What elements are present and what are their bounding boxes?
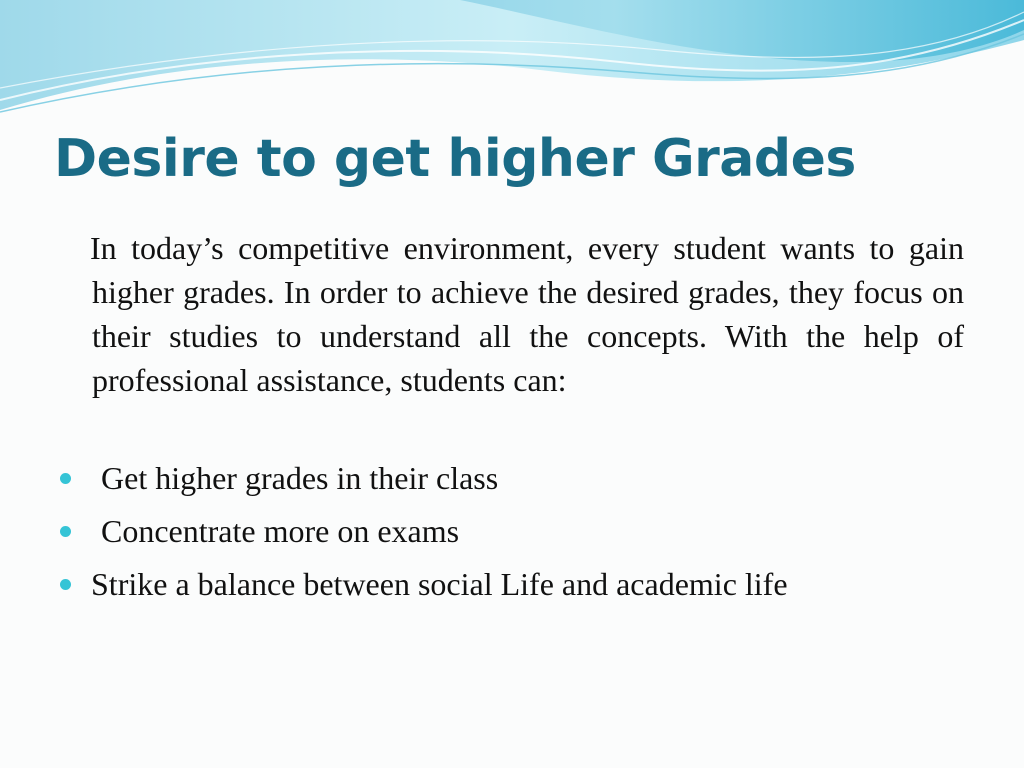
bullet-dot-icon: [60, 473, 71, 484]
bullet-text: Strike a balance between social Life and academic life: [91, 566, 788, 602]
list-item: [60, 452, 1000, 505]
bullet-dot-icon: [60, 526, 71, 537]
bullet-list: [60, 452, 1000, 611]
bullet-dot-icon: [60, 579, 71, 590]
intro-paragraph: In today’s competitive environment, every student wants to gain higher grades. In order to achieve the desired grades, they focus on their studies to understand all the concepts. With the help of professional assistance, students can:: [90, 230, 964, 398]
bullet-text: Concentrate more on exams: [101, 513, 460, 549]
wave-header-decoration: [0, 0, 1024, 130]
list-item: [60, 505, 1000, 558]
slide-title: Desire to get higher Grades: [54, 129, 856, 189]
bullet-text: Get higher grades in their class: [101, 460, 499, 496]
list-item: [60, 558, 1000, 611]
